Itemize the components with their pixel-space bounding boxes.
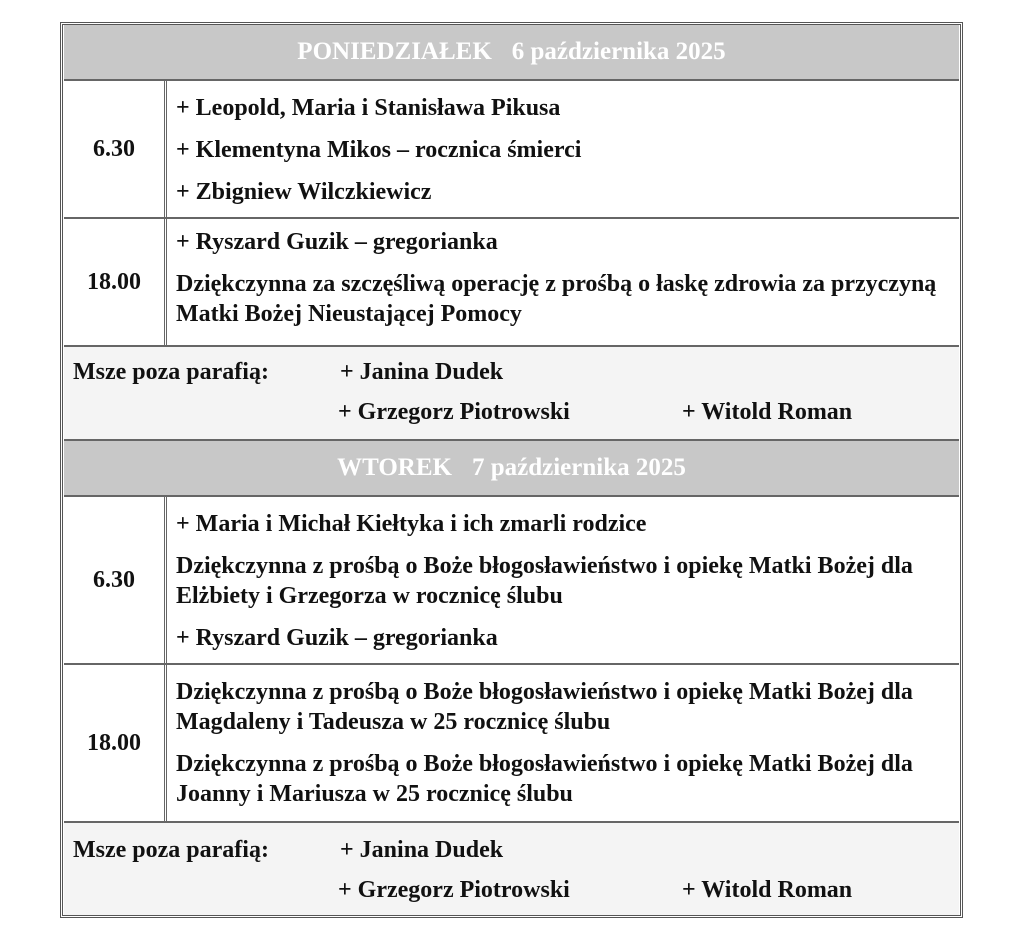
intention-line: + Zbigniew Wilczkiewicz [176, 179, 432, 205]
mass-slot-tuesday-0630 [64, 497, 959, 665]
outside-name: + Grzegorz Piotrowski [338, 877, 570, 903]
mass-time: 18.00 [64, 219, 167, 345]
day-header-tuesday [64, 441, 959, 497]
masses-outside-parish-monday [64, 347, 959, 441]
outside-name: + Grzegorz Piotrowski [338, 399, 570, 425]
intention-list [176, 677, 945, 821]
intention-line: + Ryszard Guzik – gregorianka [176, 229, 498, 255]
intention-line: + Ryszard Guzik – gregorianka [176, 625, 498, 651]
intention-list [176, 227, 945, 341]
mass-schedule [60, 22, 963, 918]
intention-list [176, 93, 945, 219]
mass-time: 18.00 [64, 665, 167, 821]
intention-line: + Klementyna Mikos – rocznica śmierci [176, 137, 582, 163]
masses-outside-parish-tuesday [64, 823, 959, 915]
outside-name: + Janina Dudek [340, 837, 504, 863]
day-header-monday [64, 25, 959, 81]
outside-name: + Witold Roman [682, 399, 853, 425]
day-date: 6 października 2025 [511, 38, 726, 65]
intention-line: Dziękczynna z prośbą o Boże błogosławieństwo i opiekę Matki Bożej dla Elżbiety i Grzegorza w rocznicę ślubu [176, 553, 913, 609]
outside-name: + Janina Dudek [340, 359, 504, 385]
intention-line: Dziękczynna za szczęśliwą operację z prośbą o łaskę zdrowia za przyczyną Matki Bożej Nieustającej Pomocy [176, 271, 937, 327]
outside-label: Msze poza parafią: [73, 359, 269, 385]
outside-label: Msze poza parafią: [73, 837, 269, 863]
day-name: PONIEDZIAŁEK [297, 38, 492, 65]
day-name: WTOREK [337, 454, 452, 481]
intention-list [176, 509, 945, 665]
mass-slot-tuesday-1800 [64, 665, 959, 823]
intention-line: + Maria i Michał Kiełtyka i ich zmarli rodzice [176, 511, 647, 537]
intention-line: Dziękczynna z prośbą o Boże błogosławieństwo i opiekę Matki Bożej dla Joanny i Mariusza w 25 rocznicę ślubu [176, 751, 913, 807]
day-date: 7 października 2025 [471, 454, 686, 481]
intention-line: Dziękczynna z prośbą o Boże błogosławieństwo i opiekę Matki Bożej dla Magdaleny i Tadeusza w 25 rocznicę ślubu [176, 679, 913, 735]
outside-name: + Witold Roman [682, 877, 853, 903]
mass-slot-monday-0630 [64, 81, 959, 219]
mass-time: 6.30 [64, 497, 167, 663]
mass-time: 6.30 [64, 81, 167, 217]
mass-slot-monday-1800 [64, 219, 959, 347]
intention-line: + Leopold, Maria i Stanisława Pikusa [176, 95, 561, 121]
